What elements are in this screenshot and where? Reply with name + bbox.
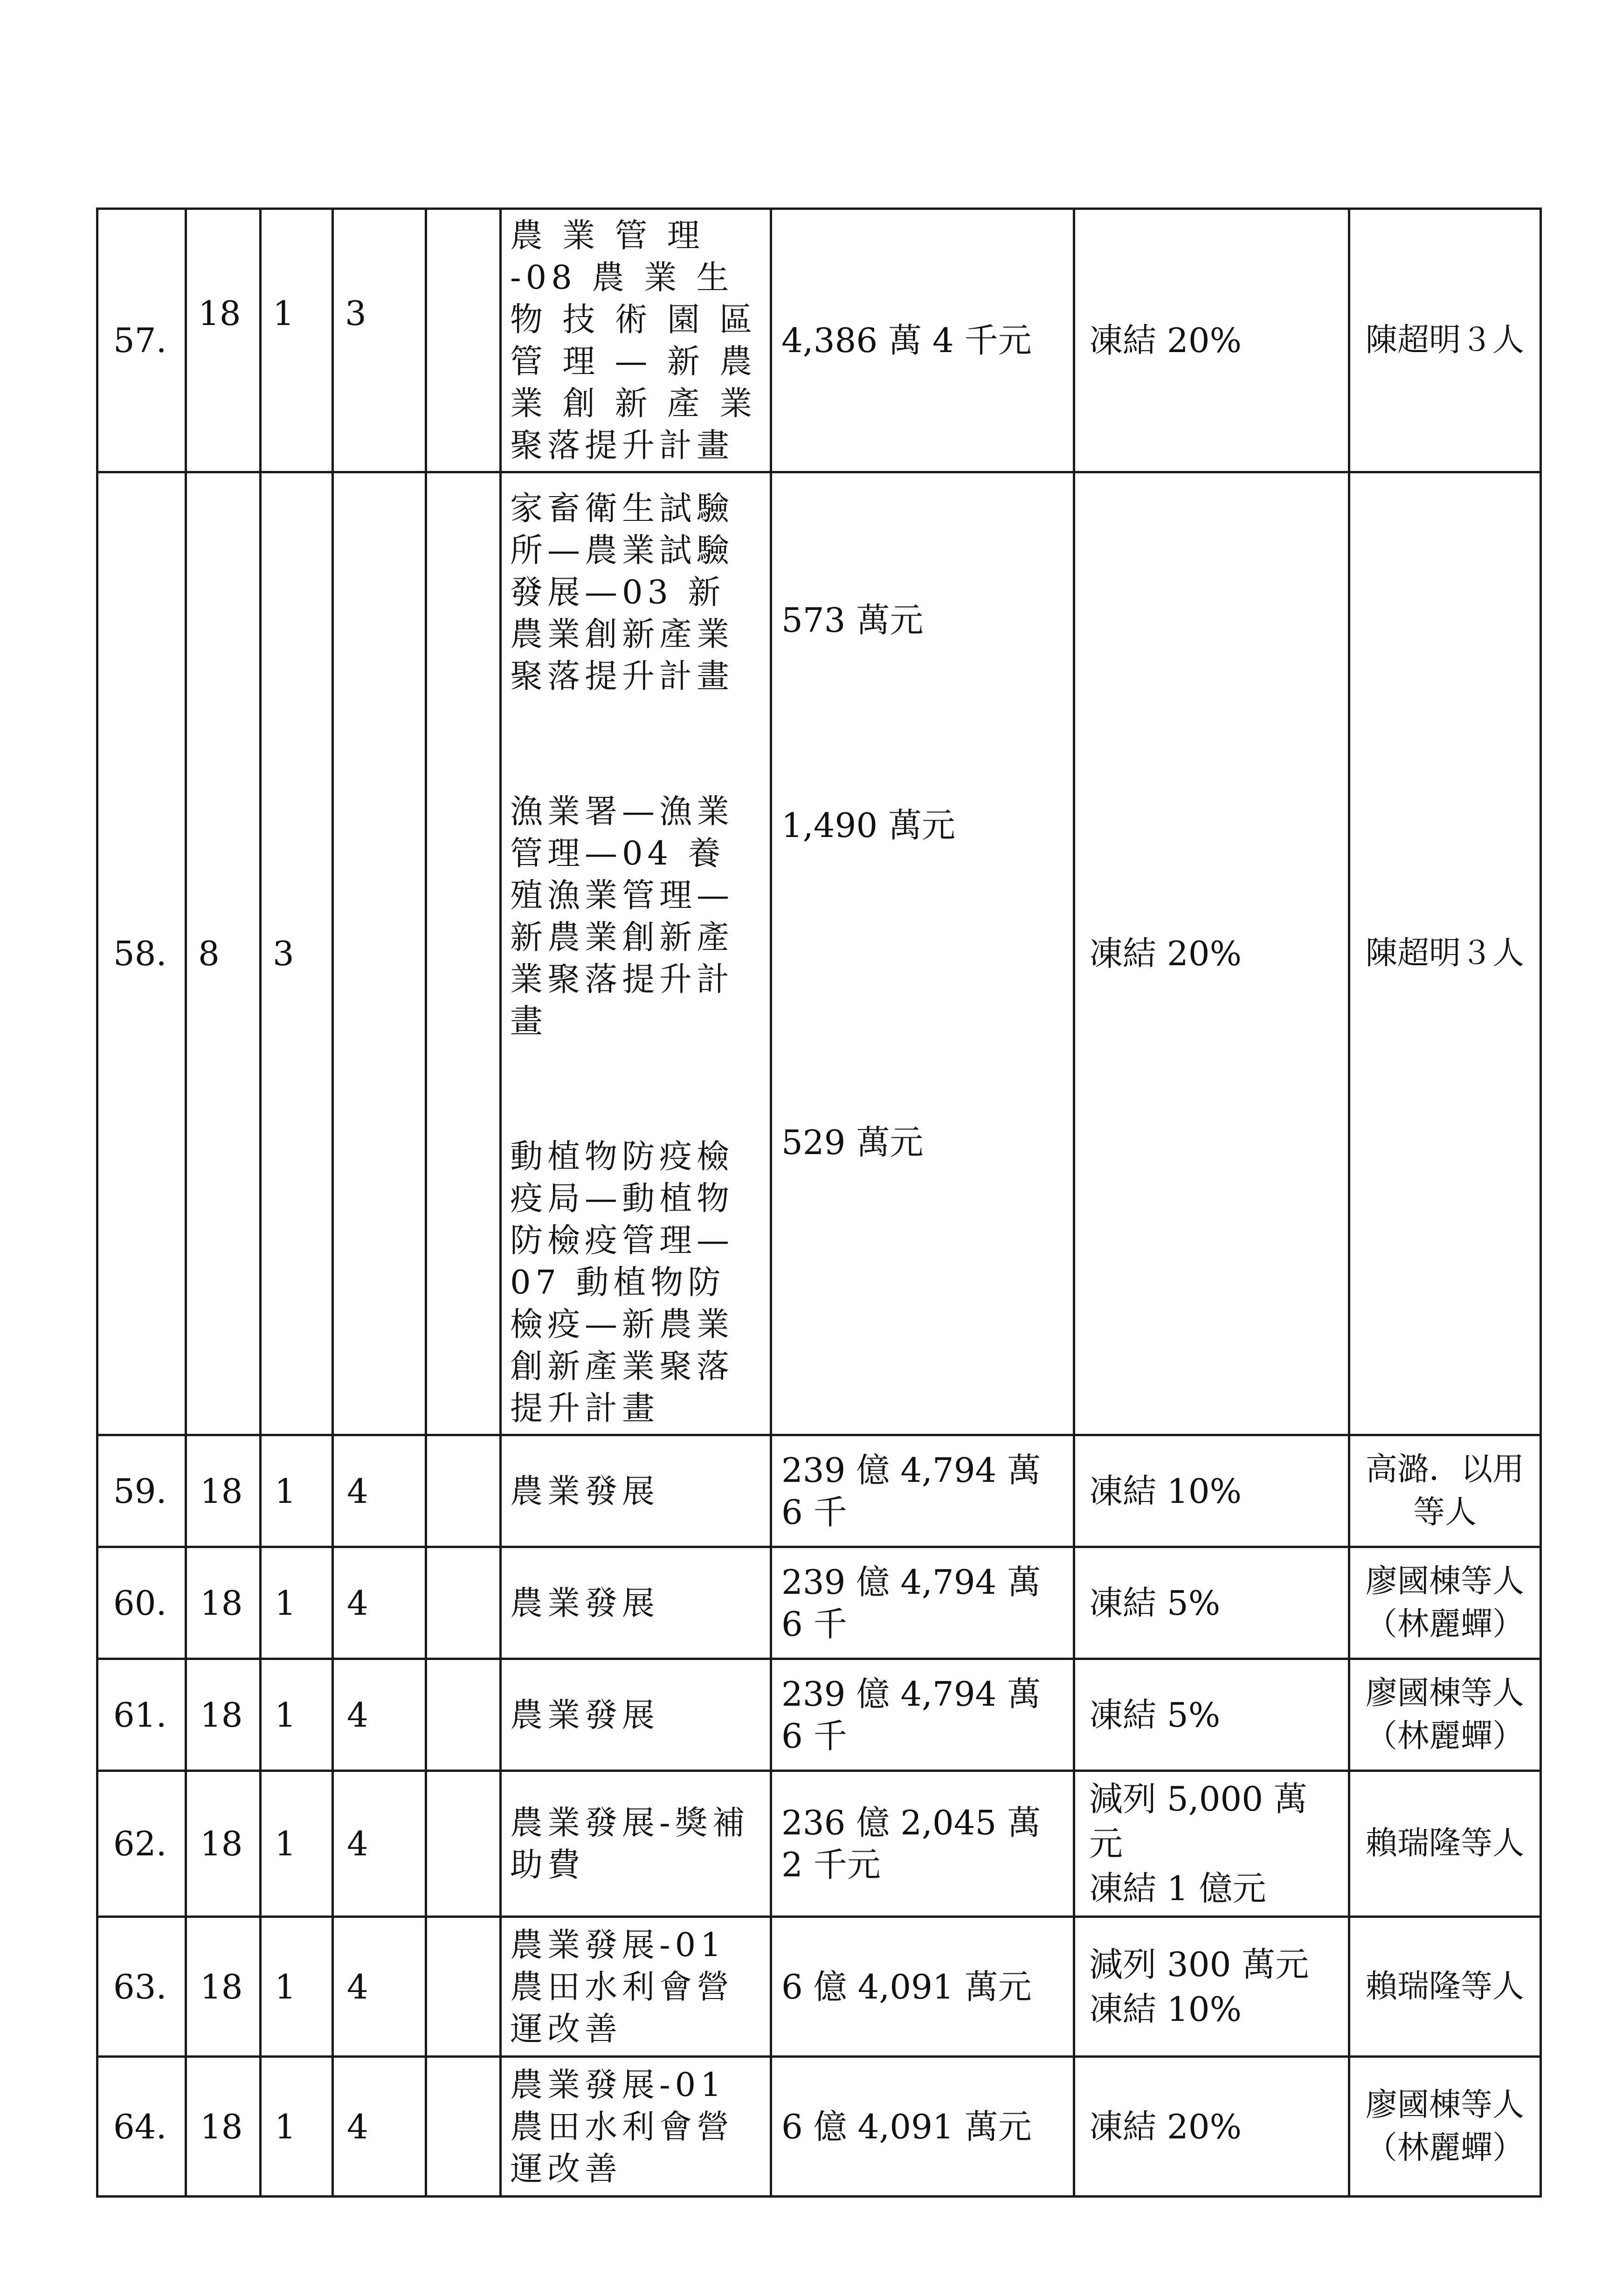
col-4 <box>426 2057 501 2197</box>
amount: 4,386 萬 4 千元 <box>771 209 1074 472</box>
proposer: 廖國棟等人（林麗蟬） <box>1349 2057 1541 2197</box>
action: 凍結 10% <box>1074 1435 1349 1547</box>
item-name: 農業發展 <box>501 1659 771 1771</box>
action-line: 減列 5,000 萬元 <box>1089 1779 1307 1863</box>
proposer: 陳超明３人 <box>1349 209 1541 472</box>
action <box>1074 1917 1349 2057</box>
item-list <box>501 472 771 1435</box>
action-line: 減列 300 萬元 <box>1089 1944 1309 1984</box>
col-3: 4 <box>333 1547 426 1659</box>
col-2: 1 <box>261 1435 333 1547</box>
col-3: 4 <box>333 2057 426 2197</box>
col-1: 18 <box>186 1435 261 1547</box>
proposer: 陳超明３人 <box>1349 472 1541 1435</box>
col-3: 4 <box>333 1917 426 2057</box>
col-1: 18 <box>186 1659 261 1771</box>
amount: 239 億 4,794 萬 6 千 <box>771 1547 1074 1659</box>
item-name: 農業發展-01 農田水利會營運改善 <box>501 2057 771 2197</box>
table-row <box>97 1659 1541 1771</box>
proposer: 廖國棟等人（林麗蟬） <box>1349 1659 1541 1771</box>
col-3: 4 <box>333 1435 426 1547</box>
col-2: 1 <box>261 1917 333 2057</box>
item-name: 農業發展 <box>501 1435 771 1547</box>
col-4 <box>426 1659 501 1771</box>
col-2: 1 <box>261 1547 333 1659</box>
col-3: 4 <box>333 1659 426 1771</box>
item-name: 動植物防疫檢疫局—動植物防檢疫管理—07 動植物防檢疫—新農業創新產業聚落提升計畫 <box>510 1137 734 1427</box>
col-4 <box>426 1435 501 1547</box>
action: 凍結 5% <box>1074 1547 1349 1659</box>
amount: 573 萬元 <box>781 601 924 640</box>
proposer: 賴瑞隆等人 <box>1349 1917 1541 2057</box>
amount: 236 億 2,045 萬 2 千元 <box>771 1771 1074 1917</box>
row-number: 63. <box>97 1917 186 2057</box>
action <box>1074 1771 1349 1917</box>
table-row <box>97 1435 1541 1547</box>
action: 凍結 20% <box>1074 2057 1349 2197</box>
amount: 239 億 4,794 萬 6 千 <box>771 1659 1074 1771</box>
col-2: 1 <box>261 2057 333 2197</box>
col-3 <box>333 472 426 1435</box>
row-number: 61. <box>97 1659 186 1771</box>
item-name: 農 業 管 理 -08 農 業 生 物 技 術 園 區 管 理 — 新 農 業 創 新 產 業 聚落提升計畫 <box>501 209 771 472</box>
table-row <box>97 1547 1541 1659</box>
item-name: 農業發展-獎補助費 <box>501 1771 771 1917</box>
col-1: 8 <box>186 472 261 1435</box>
amount: 239 億 4,794 萬 6 千 <box>771 1435 1074 1547</box>
action-line: 凍結 1 億元 <box>1089 1869 1266 1908</box>
proposer: 高潞．以用等人 <box>1349 1435 1541 1547</box>
col-4 <box>426 472 501 1435</box>
item-name: 農業發展 <box>501 1547 771 1659</box>
col-1: 18 <box>186 2057 261 2197</box>
action: 凍結 20% <box>1074 472 1349 1435</box>
row-number: 64. <box>97 2057 186 2197</box>
col-2: 1 <box>261 209 333 472</box>
col-1: 18 <box>186 1771 261 1917</box>
row-number: 62. <box>97 1771 186 1917</box>
action: 凍結 5% <box>1074 1659 1349 1771</box>
row-number: 59. <box>97 1435 186 1547</box>
table-row <box>97 1771 1541 1917</box>
proposer: 廖國棟等人（林麗蟬） <box>1349 1547 1541 1659</box>
table-row <box>97 2057 1541 2197</box>
row-number: 60. <box>97 1547 186 1659</box>
col-2: 3 <box>261 472 333 1435</box>
table-row <box>97 472 1541 1435</box>
row-number: 58. <box>97 472 186 1435</box>
item-name: 家畜衛生試驗所—農業試驗發展—03 新農業創新產業聚落提升計畫 <box>510 489 734 695</box>
col-3: 3 <box>333 209 426 472</box>
budget-table <box>96 207 1542 2198</box>
col-4 <box>426 209 501 472</box>
col-2: 1 <box>261 1659 333 1771</box>
item-name: 漁業署—漁業管理—04 養殖漁業管理—新農業創新產業聚落提升計畫 <box>510 792 734 1040</box>
col-4 <box>426 1547 501 1659</box>
col-3: 4 <box>333 1771 426 1917</box>
table-row <box>97 209 1541 472</box>
amount: 529 萬元 <box>781 1123 924 1162</box>
action: 凍結 20% <box>1074 209 1349 472</box>
proposer: 賴瑞隆等人 <box>1349 1771 1541 1917</box>
col-1: 18 <box>186 1917 261 2057</box>
col-4 <box>426 1917 501 2057</box>
amount: 6 億 4,091 萬元 <box>771 1917 1074 2057</box>
amount-list <box>771 472 1074 1435</box>
col-1: 18 <box>186 209 261 472</box>
col-1: 18 <box>186 1547 261 1659</box>
table-row <box>97 1917 1541 2057</box>
col-2: 1 <box>261 1771 333 1917</box>
item-name: 農業發展-01 農田水利會營運改善 <box>501 1917 771 2057</box>
row-number: 57. <box>97 209 186 472</box>
amount: 6 億 4,091 萬元 <box>771 2057 1074 2197</box>
col-4 <box>426 1771 501 1917</box>
action-line: 凍結 10% <box>1089 1989 1242 2029</box>
amount: 1,490 萬元 <box>781 806 956 845</box>
